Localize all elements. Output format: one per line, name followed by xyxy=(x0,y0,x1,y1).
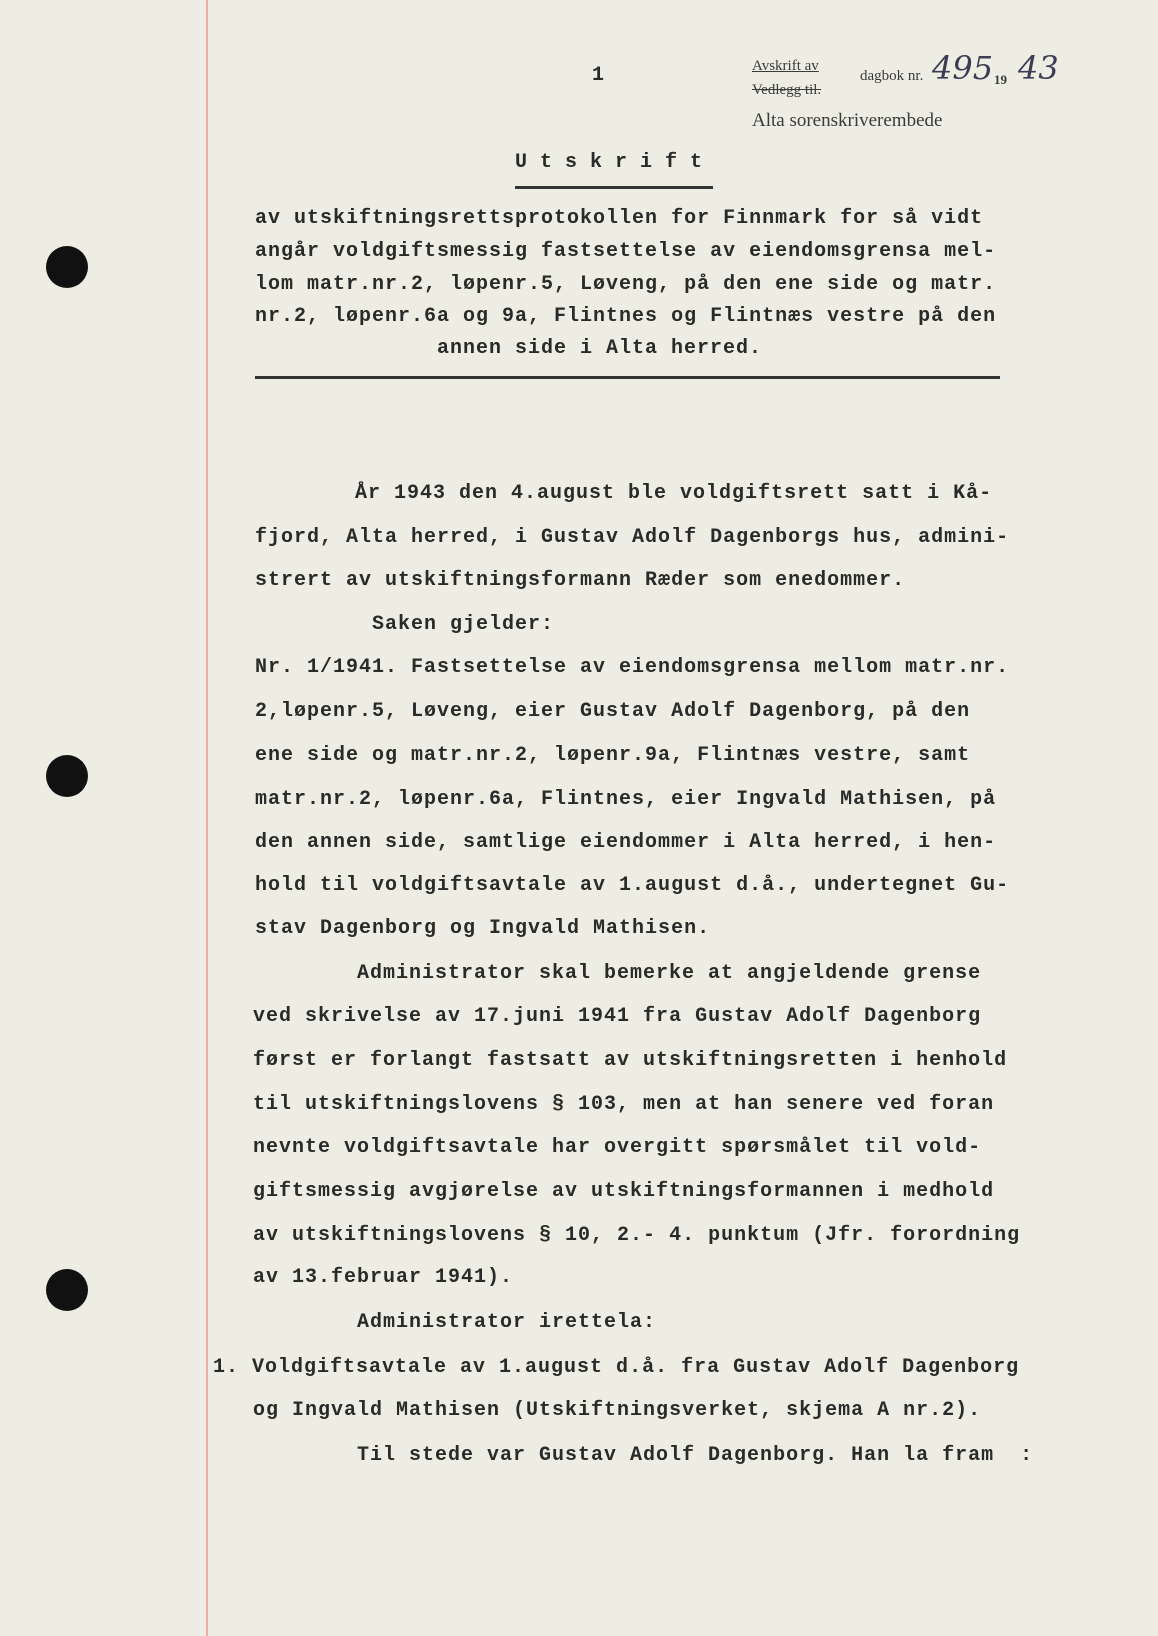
body-line: av 13.februar 1941). xyxy=(253,1266,514,1289)
body-line: av utskiftningslovens § 10, 2.- 4. punktum (Jfr. forordning xyxy=(253,1224,1021,1247)
dagbok-label: dagbok nr. xyxy=(860,68,924,84)
body-line: den annen side, samtlige eiendommer i Alta herred, i hen- xyxy=(255,831,997,854)
body-line: ved skrivelse av 17.juni 1941 fra Gustav Adolf Dagenborg xyxy=(253,1005,982,1028)
body-line: nevnte voldgiftsavtale har overgitt spørsmålet til vold- xyxy=(253,1136,982,1159)
subtitle-line: nr.2, løpenr.6a og 9a, Flintnes og Flintnæs vestre på den xyxy=(255,305,997,328)
subtitle-line: av utskiftningsrettsprotokollen for Finnmark for så vidt xyxy=(255,207,984,230)
body-line: strert av utskiftningsformann Ræder som enedommer. xyxy=(255,569,906,592)
section-rule xyxy=(255,376,1000,379)
document-title: Utskrift xyxy=(515,151,716,174)
margin-line xyxy=(206,0,208,1636)
body-line: 1. Voldgiftsavtale av 1.august d.å. fra Gustav Adolf Dagenborg xyxy=(213,1356,1020,1379)
body-line: stav Dagenborg og Ingvald Mathisen. xyxy=(255,917,711,940)
body-line: 2,løpenr.5, Løveng, eier Gustav Adolf Dagenborg, på den xyxy=(255,700,971,723)
body-line: Saken gjelder: xyxy=(372,613,555,636)
body-line: til utskiftningslovens § 103, men at han senere ved foran xyxy=(253,1093,995,1116)
subtitle-line: angår voldgiftsmessig fastsettelse av eiendomsgrensa mel- xyxy=(255,240,997,263)
body-line: først er forlangt fastsatt av utskiftningsretten i henhold xyxy=(253,1049,1008,1072)
year-handwritten: 43 xyxy=(1018,49,1059,87)
title-underline xyxy=(515,186,713,189)
body-line: Nr. 1/1941. Fastsettelse av eiendomsgrensa mellom matr.nr. xyxy=(255,656,1010,679)
subtitle-line: annen side i Alta herred. xyxy=(437,337,763,360)
punch-hole xyxy=(46,1269,88,1311)
body-line: ene side og matr.nr.2, løpenr.9a, Flintnæs vestre, samt xyxy=(255,744,971,767)
stamp-avskrift: Avskrift av xyxy=(752,58,819,74)
body-line: fjord, Alta herred, i Gustav Adolf Dagenborgs hus, admini- xyxy=(255,526,1010,549)
body-line: Administrator skal bemerke at angjeldende grense xyxy=(357,962,982,985)
body-line: År 1943 den 4.august ble voldgiftsrett satt i Kå- xyxy=(355,482,993,505)
office-name: Alta sorenskriverembede xyxy=(752,110,943,131)
page-number: 1 xyxy=(592,64,606,87)
stamp-vedlegg-struck: Vedlegg til. xyxy=(752,82,822,98)
body-line: hold til voldgiftsavtale av 1.august d.å., undertegnet Gu- xyxy=(255,874,1010,897)
body-line: matr.nr.2, løpenr.6a, Flintnes, eier Ingvald Mathisen, på xyxy=(255,788,997,811)
body-line: giftsmessig avgjørelse av utskiftningsformannen i medhold xyxy=(253,1180,995,1203)
body-line: og Ingvald Mathisen (Utskiftningsverket, skjema A nr.2). xyxy=(253,1399,982,1422)
subtitle-line: lom matr.nr.2, løpenr.5, Løveng, på den ene side og matr. xyxy=(255,273,997,296)
punch-hole xyxy=(46,246,88,288)
body-line: Til stede var Gustav Adolf Dagenborg. Han la fram : xyxy=(357,1444,1034,1467)
dagbok-number: 495 xyxy=(932,49,994,87)
punch-hole xyxy=(46,755,88,797)
year-prefix: 19 xyxy=(994,72,1007,87)
body-line: Administrator irettela: xyxy=(357,1311,657,1334)
